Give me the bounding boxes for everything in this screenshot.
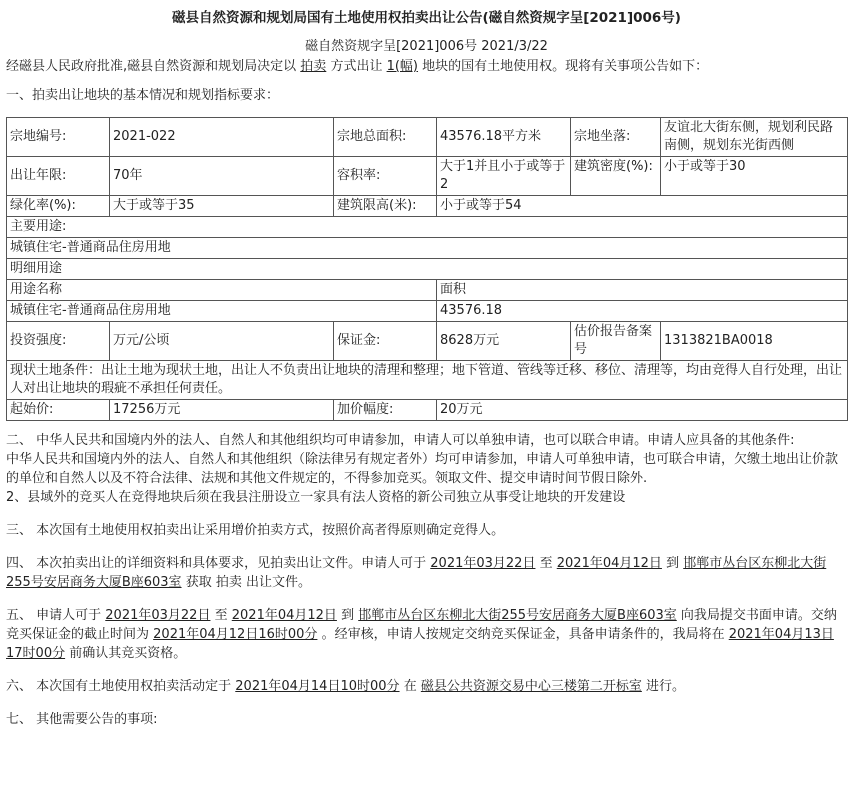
use-name-value: 城镇住宅-普通商品住房用地 (7, 301, 437, 322)
start-price-label: 起始价: (7, 400, 110, 421)
parcel-no-label: 宗地编号: (7, 118, 110, 157)
invest-label: 投资强度: (7, 322, 110, 361)
table-row (7, 361, 848, 400)
section-6-text-3: 进行。 (646, 679, 686, 694)
section-5-confirm-time: 2021年04月13日17时00分 (6, 627, 834, 661)
main-use-value: 城镇住宅-普通商品住房用地 (7, 238, 848, 259)
table-row (7, 280, 848, 301)
section-6 (6, 677, 847, 696)
location-label: 宗地坐落: (571, 118, 661, 157)
section-4-to-2: 到 (666, 556, 680, 571)
parcel-no-value: 2021-022 (110, 118, 334, 157)
transfer-method: 拍卖 (300, 59, 327, 74)
page-title: 磁县自然资源和规划局国有土地使用权拍卖出让公告(磁自然资规字呈[2021]006号) (172, 10, 681, 26)
location-value: 友谊北大街东侧，规划利民路南侧，规划东光街西侧 (661, 118, 848, 157)
table-row (7, 118, 848, 157)
appraisal-value: 1313821BA0018 (661, 322, 848, 361)
section-6-time: 2021年04月14日10时00分 (235, 679, 400, 694)
section-4 (6, 554, 847, 592)
term-label: 出让年限: (7, 157, 110, 196)
section-5-deadline: 2021年04月12日16时00分 (153, 627, 318, 642)
section-7-heading: 七、 其他需要公告的事项: (6, 712, 158, 727)
table-row (7, 400, 848, 421)
table-row (7, 217, 848, 238)
intro-text-1: 经磁县人民政府批准,磁县自然资源和规划局决定以 (6, 59, 297, 74)
section-2-heading: 二、 中华人民共和国境内外的法人、自然人和其他组织均可申请参加，申请人可以单独申请，也可以联合申请。申请人应具备的其他条件: (6, 433, 795, 448)
section-4-text-1: 四、 本次拍卖出让的详细资料和具体要求，见拍卖出让文件。申请人可于 (6, 556, 427, 571)
section-6-place: 磁县公共资源交易中心三楼第二开标室 (420, 679, 642, 694)
parcel-count: 1(幅) (386, 59, 419, 74)
use-area-value: 43576.18 (437, 301, 848, 322)
section-6-text-2: 在 (403, 679, 417, 694)
document-reference: 磁自然资规字呈[2021]006号 2021/3/22 (305, 39, 548, 54)
land-condition: 现状土地条件：出让土地为现状土地，出让人不负责出让地块的清理和整理；地下管道、管线等迁移、移位、清理等，均由竞得人自行处理，出让人对出让地块的瑕疵不承担任何责任。 (7, 361, 848, 400)
section-5-date-start: 2021年03月22日 (105, 608, 211, 623)
section-5-text-4: 前确认其竞买资格。 (69, 646, 187, 661)
table-row (7, 238, 848, 259)
appraisal-label: 估价报告备案号 (571, 322, 661, 361)
density-label: 建筑密度(%): (571, 157, 661, 196)
use-name-header: 用途名称 (7, 280, 437, 301)
density-value: 小于或等于30 (661, 157, 848, 196)
main-use-label: 主要用途: (7, 217, 848, 238)
parcel-info-table (6, 117, 848, 421)
far-label: 容积率: (334, 157, 437, 196)
green-value: 大于或等于35 (110, 196, 334, 217)
detail-use-label: 明细用途 (7, 259, 848, 280)
section-5-to-2: 到 (341, 608, 355, 623)
section-2-item-1: 中华人民共和国境内外的法人、自然人和其他组织（除法律另有规定者外）均可申请参加，申请人可单独申请，也可联合申请，欠缴土地出让价款的单位和自然人以及不符合法律、法规和其他文件规定的，不得参加竞买。领取文件、提交申请时间节假日除外. (6, 452, 839, 486)
section-4-date-end: 2021年04月12日 (556, 556, 662, 571)
increment-label: 加价幅度: (334, 400, 437, 421)
section-5-text-2: 向我局提交书面申请。交纳竞买保证金的截止时间为 (6, 608, 837, 642)
section-3: 三、 本次国有土地使用权拍卖出让采用增价拍卖方式，按照价高者得原则确定竞得人。 (6, 523, 505, 538)
height-value: 小于或等于54 (437, 196, 848, 217)
green-label: 绿化率(%): (7, 196, 110, 217)
area-label: 宗地总面积: (334, 118, 437, 157)
section-2 (6, 431, 847, 507)
section-2-item-2: 2、县域外的竞买人在竞得地块后须在我县注册设立一家具有法人资格的新公司独立从事受让地块的开发建设 (6, 490, 626, 505)
area-value: 43576.18平方米 (437, 118, 571, 157)
intro-text-2: 方式出让 (330, 59, 383, 74)
section-4-to-1: 至 (539, 556, 553, 571)
increment-value: 20万元 (437, 400, 848, 421)
term-value: 70年 (110, 157, 334, 196)
start-price-value: 17256万元 (110, 400, 334, 421)
section-4-text-2: 获取 拍卖 出让文件。 (185, 575, 311, 590)
table-row (7, 301, 848, 322)
deposit-label: 保证金: (334, 322, 437, 361)
section-1-heading: 一、拍卖出让地块的基本情况和规划指标要求： (6, 88, 280, 103)
table-row (7, 259, 848, 280)
section-4-date-start: 2021年03月22日 (430, 556, 536, 571)
deposit-value: 8628万元 (437, 322, 571, 361)
section-5-text-3: 。经审核，申请人按规定交纳竞买保证金，具备申请条件的，我局将在 (321, 627, 725, 642)
section-5 (6, 606, 847, 663)
far-value: 大于1并且小于或等于2 (437, 157, 571, 196)
section-6-text-1: 六、 本次国有土地使用权拍卖活动定于 (6, 679, 232, 694)
intro-text-3: 地块的国有土地使用权。现将有关事项公告如下： (422, 59, 709, 74)
section-5-to-1: 至 (214, 608, 228, 623)
table-row (7, 322, 848, 361)
table-row (7, 196, 848, 217)
invest-value: 万元/公顷 (110, 322, 334, 361)
section-4-place: 邯郸市丛台区东柳北大街255号安居商务大厦B座603室 (6, 556, 827, 590)
section-5-text-1: 五、 申请人可于 (6, 608, 102, 623)
section-5-place: 邯郸市丛台区东柳北大街255号安居商务大厦B座603室 (358, 608, 677, 623)
use-area-header: 面积 (437, 280, 848, 301)
section-5-date-end: 2021年04月12日 (231, 608, 337, 623)
height-label: 建筑限高(米): (334, 196, 437, 217)
table-row (7, 157, 848, 196)
intro-paragraph (6, 57, 847, 77)
